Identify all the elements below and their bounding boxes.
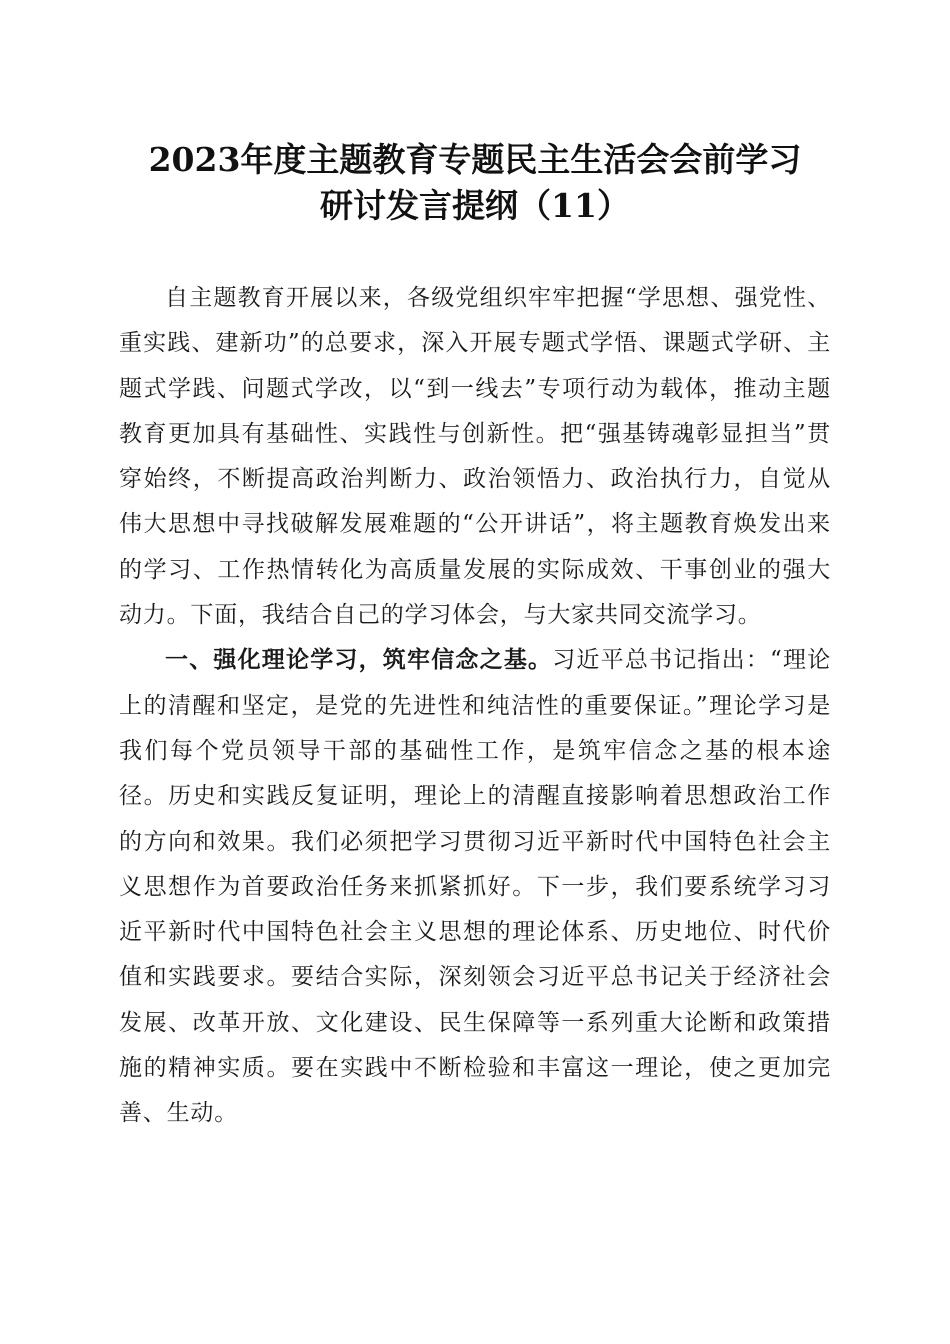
paragraph-intro bbox=[119, 276, 831, 638]
paragraph-section-1 bbox=[119, 638, 831, 1136]
document-body bbox=[119, 276, 831, 1137]
title-line-2: 研讨发言提纲（11） bbox=[320, 186, 630, 225]
section-1-text: 习近平总书记指出：“理论上的清醒和坚定，是党的先进性和纯洁性的重要保证。”理论学习是我们每个党员领导干部的基础性工作，是筑牢信念之基的根本途径。历史和实践反复证明，理论上的清醒直接影响着思想政治工作的方向和效果。我们必须把学习贯彻习近平新时代中国特色社会主义思想作为首要政治任务来抓紧抓好。下一步，我们要系统学习习近平新时代中国特色社会主义思想的理论体系、历史地位、时代价值和实践要求。要结合实际，深刻领会习近平总书记关于经济社会发展、改革开放、文化建设、民生保障等一系列重大论断和政策措施的精神实质。要在实践中不断检验和丰富这一理论，使之更加完善、生动。 bbox=[119, 647, 831, 1127]
document-title bbox=[0, 137, 950, 229]
section-1-heading: 一、强化理论学习，筑牢信念之基。 bbox=[165, 647, 553, 674]
paragraph-intro-text: 自主题教育开展以来，各级党组织牢牢把握“学思想、强党性、重实践、建新功”的总要求，深入开展专题式学悟、课题式学研、主题式学践、问题式学改，以“到一线去”专项行动为载体，推动主题教育更加具有基础性、实践性与创新性。把“强基铸魂彰显担当”贯穿始终，不断提高政治判断力、政治领悟力、政治执行力，自觉从伟大思想中寻找破解发展难题的“公开讲话”，将主题教育焕发出来的学习、工作热情转化为高质量发展的实际成效、干事创业的强大动力。下面，我结合自己的学习体会，与大家共同交流学习。 bbox=[119, 285, 831, 629]
title-line-1: 2023年度主题教育专题民主生活会会前学习 bbox=[148, 140, 802, 179]
